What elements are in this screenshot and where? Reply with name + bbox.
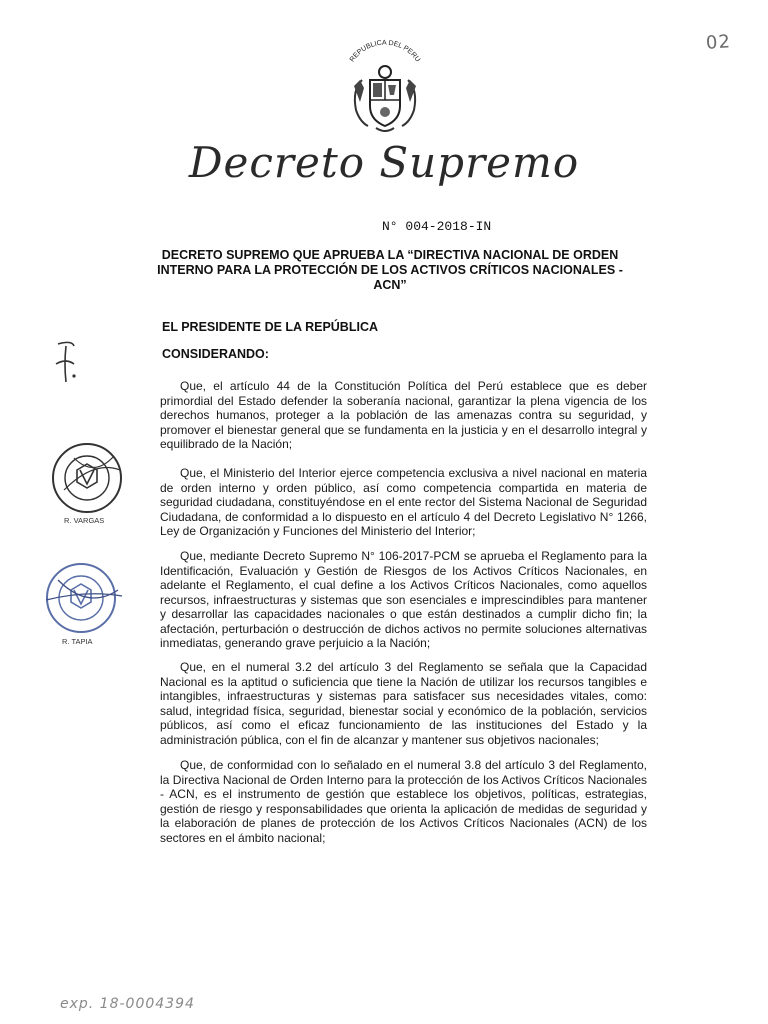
coat-of-arms-icon — [330, 36, 440, 136]
paragraph-1-text: Que, el artículo 44 de la Constitución Política del Perú establece que es deber primordial del Estado defender la soberanía nacional, garantizar la plena vigencia de los derechos humanos, proteger a la población de las amenazas contra su seguridad, y promover el bienestar general que se fundamenta en la justicia y en el desarrollo integral y equilibrado de la Nación; — [160, 379, 647, 451]
ministry-seal-icon — [36, 560, 126, 640]
paragraph-2 — [160, 466, 647, 539]
paragraph-5-text: Que, de conformidad con lo señalado en el numeral 3.8 del artículo 3 del Reglamento, la Directiva Nacional de Orden Interno para la protección de los Activos Críticos Nacionales - ACN, es el instrumento de gestión que establece los objetivos, políticas, estrategias, gestión de riesgo y responsabilidades que orienta la aplicación de medidas de seguridad y la elaboración de planes de protección de los Activos Críticos Nacionales (ACN) de los sectores en el ámbito nacional; — [160, 758, 647, 845]
ministry-seal-icon — [44, 440, 130, 520]
issuer-line: EL PRESIDENTE DE LA REPÚBLICA — [162, 320, 378, 334]
document-heading: DECRETO SUPREMO QUE APRUEBA LA “DIRECTIVA NACIONAL DE ORDEN INTERNO PARA LA PROTECCIÓN DE LOS ACTIVOS CRÍTICOS NACIONALES - ACN” — [157, 248, 623, 292]
page-number: 02 — [705, 31, 732, 54]
paragraph-4 — [160, 660, 647, 747]
paragraph-2-text: Que, el Ministerio del Interior ejerce competencia exclusiva a nivel nacional en materia de orden interno y orden público, así como competencia compartida en materia de seguridad ciudadana, constituyéndose en el ente rector del Sistema Nacional de Seguridad Ciudadana, de conformidad a lo dispuesto en el artículo 4 del Decreto Legislativo N° 1266, Ley de Organización y Funciones del Ministerio del Interior; — [160, 466, 647, 538]
emblem-caption: REPUBLICA DEL PERU — [348, 39, 422, 64]
paragraph-5 — [160, 758, 647, 845]
handwritten-rubric-icon — [52, 340, 82, 388]
paragraph-3 — [160, 549, 647, 651]
section-heading: CONSIDERANDO: — [162, 347, 269, 361]
paragraph-4-text: Que, en el numeral 3.2 del artículo 3 del Reglamento se señala que la Capacidad Nacional es la aptitud o suficiencia que tiene la Nación de utilizar los recursos tangibles e intangibles, infraestructuras y sistemas para satisfacer sus necesidades vitales, como: salud, integridad física, seguridad, bienestar social y económico de la población, servicios públicos, así como el eficaz funcionamiento de las instituciones del Estado y la administración pública, con el fin de alcanzar y mantener sus objetivos nacionales; — [160, 660, 647, 747]
decree-number: N° 004-2018-IN — [382, 219, 492, 234]
paragraph-1 — [160, 379, 647, 452]
stamp-name-tapia: R. TAPIA — [62, 637, 93, 646]
stamp-name-vargas: R. VARGAS — [64, 516, 105, 525]
document-type-title: Decreto Supremo — [188, 138, 580, 187]
paragraph-3-text: Que, mediante Decreto Supremo N° 106-2017-PCM se aprueba el Reglamento para la Identificación, Evaluación y Gestión de Riesgos de los Activos Críticos Nacionales, en adelante el Reglamento, el cual define a los Activos Críticos Nacionales, como aquellos recursos, infraestructuras y sistemas que son esenciales e imprescindibles para mantener y desarrollar las capacidades nacionales o que están destinados a cumplir dicho fin; la afectación, perturbación o destrucción de dichos activos no permite soluciones alternativas inmediatas, generando grave perjuicio a la Nación; — [160, 549, 647, 650]
handwritten-reference: exp. 18-0004394 — [60, 996, 195, 1012]
